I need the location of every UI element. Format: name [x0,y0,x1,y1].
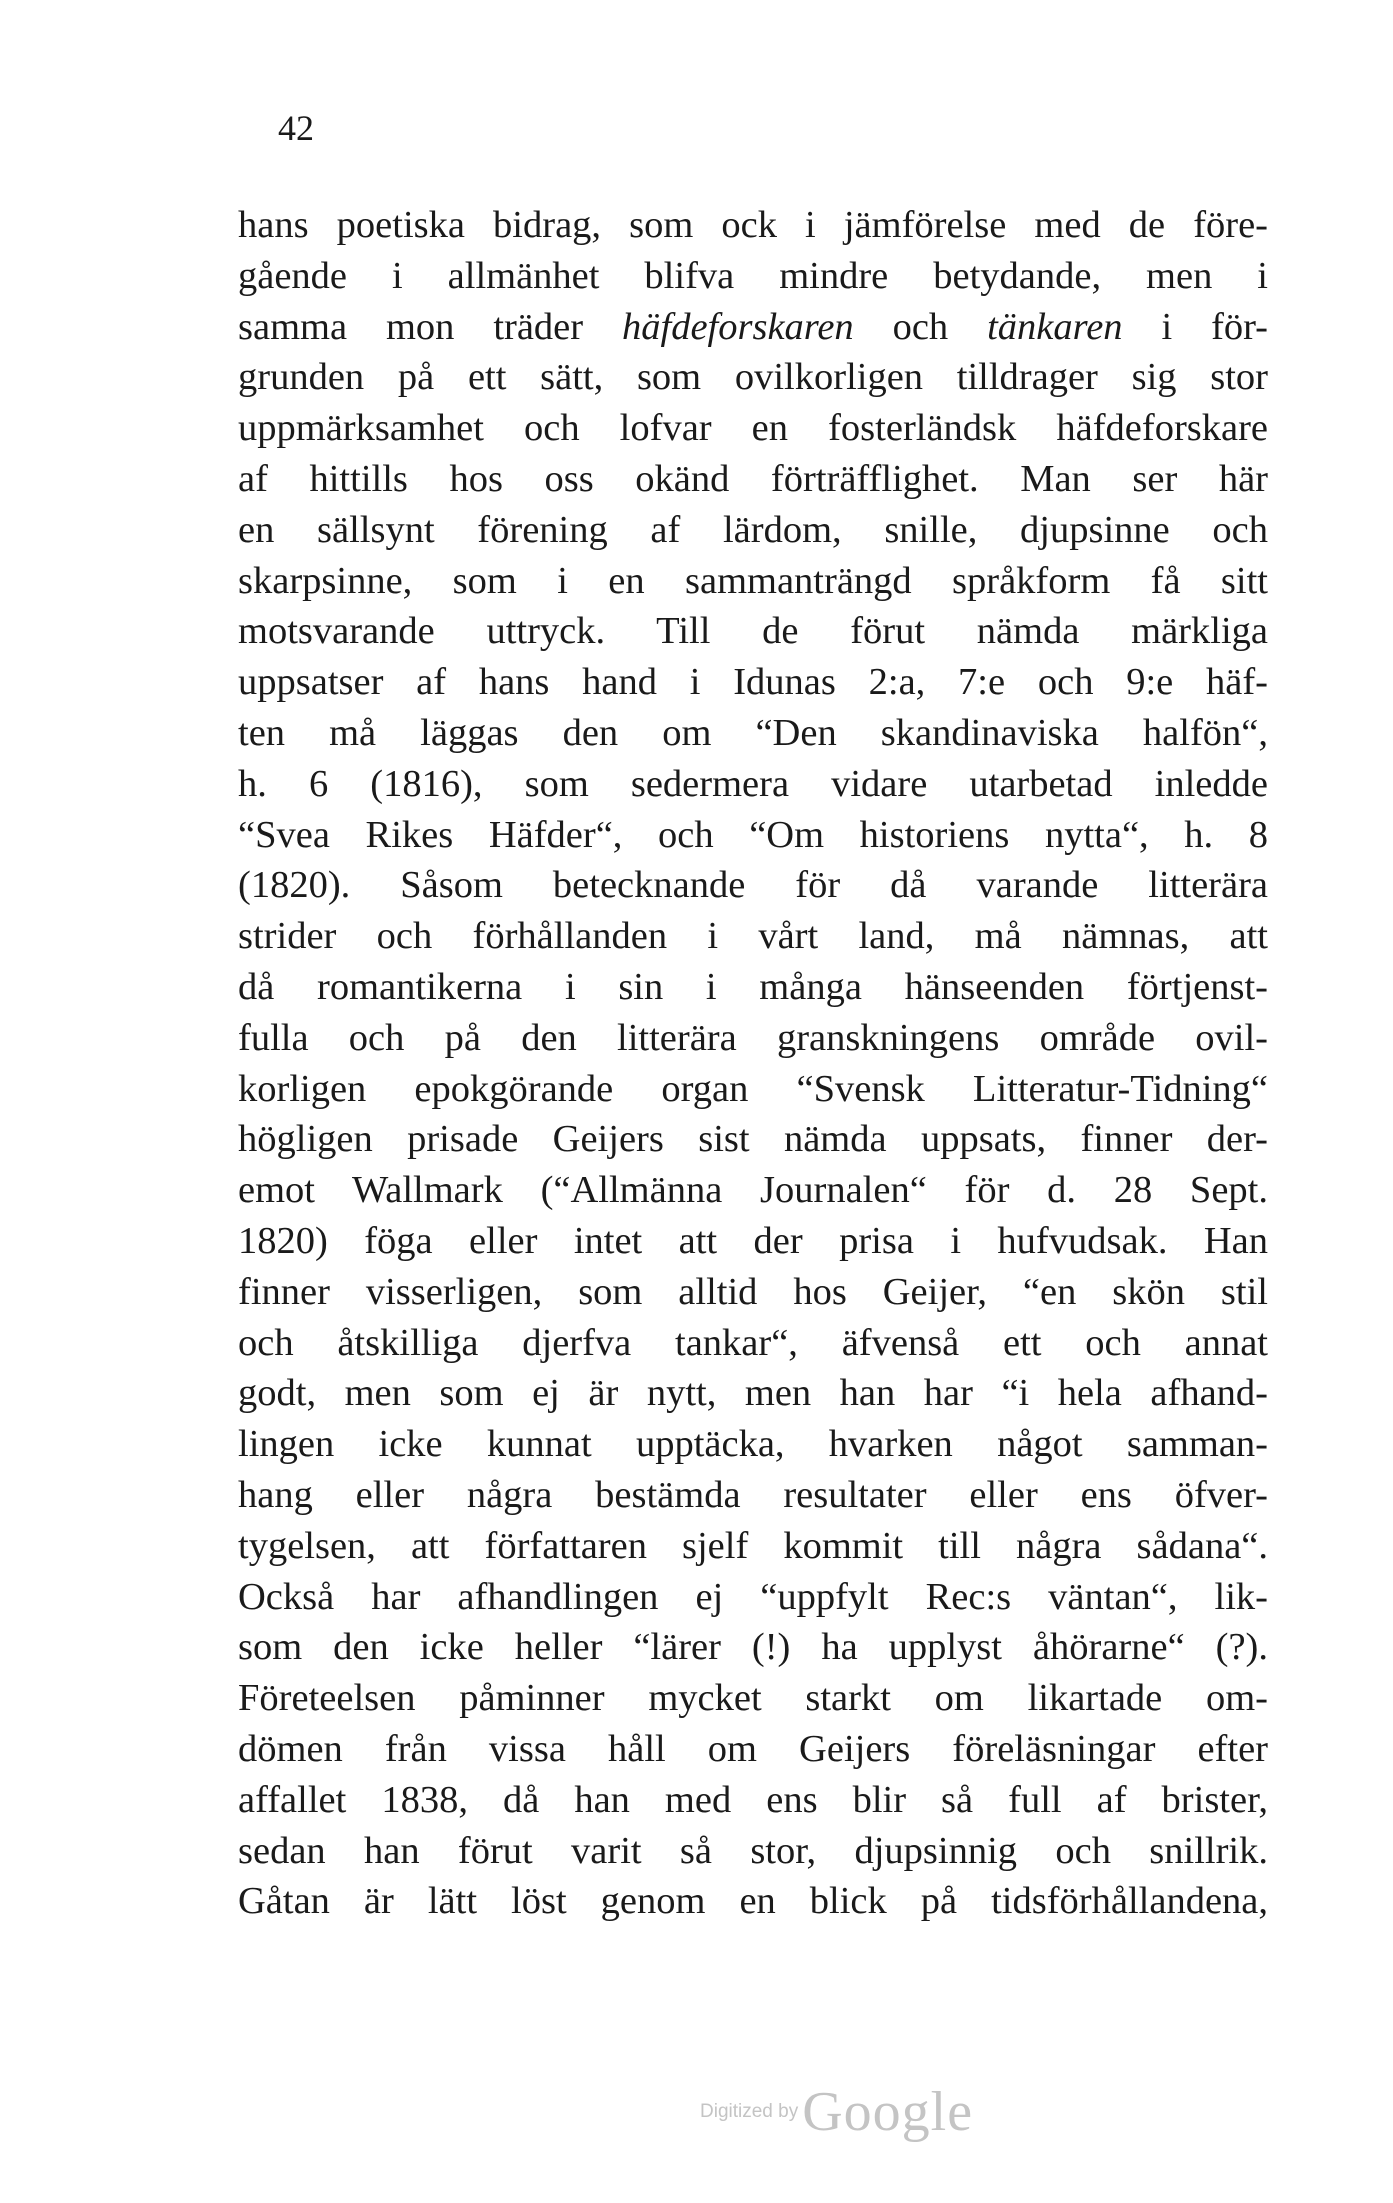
text-line: h. 6 (1816), som sedermera vidare utarbetad inledde [238,762,1268,805]
text-line: affallet 1838, då han med ens blir så full af brister, [238,1778,1268,1821]
text-line: skarpsinne, som i en sammanträngd språkform få sitt [238,559,1268,602]
text-line: sedan han förut varit så stor, djupsinnig och snillrik. [238,1829,1268,1872]
text-line: finner visserligen, som alltid hos Geijer, “en skön stil [238,1270,1268,1313]
text-line: ten må läggas den om “Den skandinaviska halfön“, [238,711,1268,754]
text-line: Också har afhandlingen ej “uppfylt Rec:s väntan“, lik- [238,1575,1268,1618]
text-line: lingen icke kunnat upptäcka, hvarken något samman- [238,1423,1268,1466]
text-line: samma mon träder häfdeforskaren och tänkaren i för- [238,305,1269,348]
text-line: grunden på ett sätt, som ovilkorligen tilldrager sig stor [238,356,1268,399]
google-logo: Google [802,2081,974,2143]
text-line: emot Wallmark (“Allmänna Journalen“ för d. 28 Sept. [238,1169,1268,1212]
text-line: hang eller några bestämda resultater eller ens öfver- [238,1473,1268,1516]
text-line: och åtskilliga djerfva tankar“, äfvenså ett och annat [238,1321,1268,1364]
text-line: högligen prisade Geijers sist nämda uppsats, finner der- [238,1118,1268,1161]
text-line: “Svea Rikes Häfder“, och “Om historiens nytta“, h. 8 [238,813,1268,856]
text-line: uppsatser af hans hand i Idunas 2:a, 7:e och 9:e häf- [238,661,1268,704]
text-line: Gåtan är lätt löst genom en blick på tidsförhållandena, [238,1880,1268,1923]
text-line: dömen från vissa håll om Geijers föreläsningar efter [238,1727,1268,1770]
italic-term-hafdeforskaren: häfdeforskaren [622,305,854,348]
italic-term-tankaren: tänkaren [987,305,1123,348]
text-line: godt, men som ej är nytt, men han har “i hela afhand- [238,1372,1268,1415]
digitized-by-google-watermark [700,2080,973,2144]
body-text [238,200,1268,1927]
page-number: 42 [278,108,314,148]
text-line: då romantikerna i sin i många hänseenden förtjenst- [238,965,1268,1008]
digitized-label: Digitized by [700,2101,799,2122]
text-line: motsvarande uttryck. Till de förut nämda märkliga [238,610,1268,653]
text-line: korligen epokgörande organ “Svensk Litteratur-Tidning“ [238,1067,1268,1110]
text-line: fulla och på den litterära granskningens område ovil- [238,1016,1268,1059]
text-line: Företeelsen påminner mycket starkt om likartade om- [238,1677,1268,1720]
text-line: 1820) föga eller intet att der prisa i hufvudsak. Han [238,1219,1268,1262]
text-line: (1820). Såsom betecknande för då varande litterära [238,864,1268,907]
text-line: af hittills hos oss okänd förträfflighet. Man ser här [238,457,1268,500]
text-line: tygelsen, att författaren sjelf kommit till några sådana“. [238,1524,1268,1567]
text-line: en sällsynt förening af lärdom, snille, djupsinne och [238,508,1268,551]
text-line: som den icke heller “lärer (!) ha upplyst åhörarne“ (?). [238,1626,1268,1669]
text-line: gående i allmänhet blifva mindre betydande, men i [238,254,1268,297]
text-line: hans poetiska bidrag, som ock i jämförelse med de före- [238,204,1268,246]
text-line: uppmärksamhet och lofvar en fosterländsk häfdeforskare [238,407,1268,450]
text-line: strider och förhållanden i vårt land, må nämnas, att [238,915,1268,958]
